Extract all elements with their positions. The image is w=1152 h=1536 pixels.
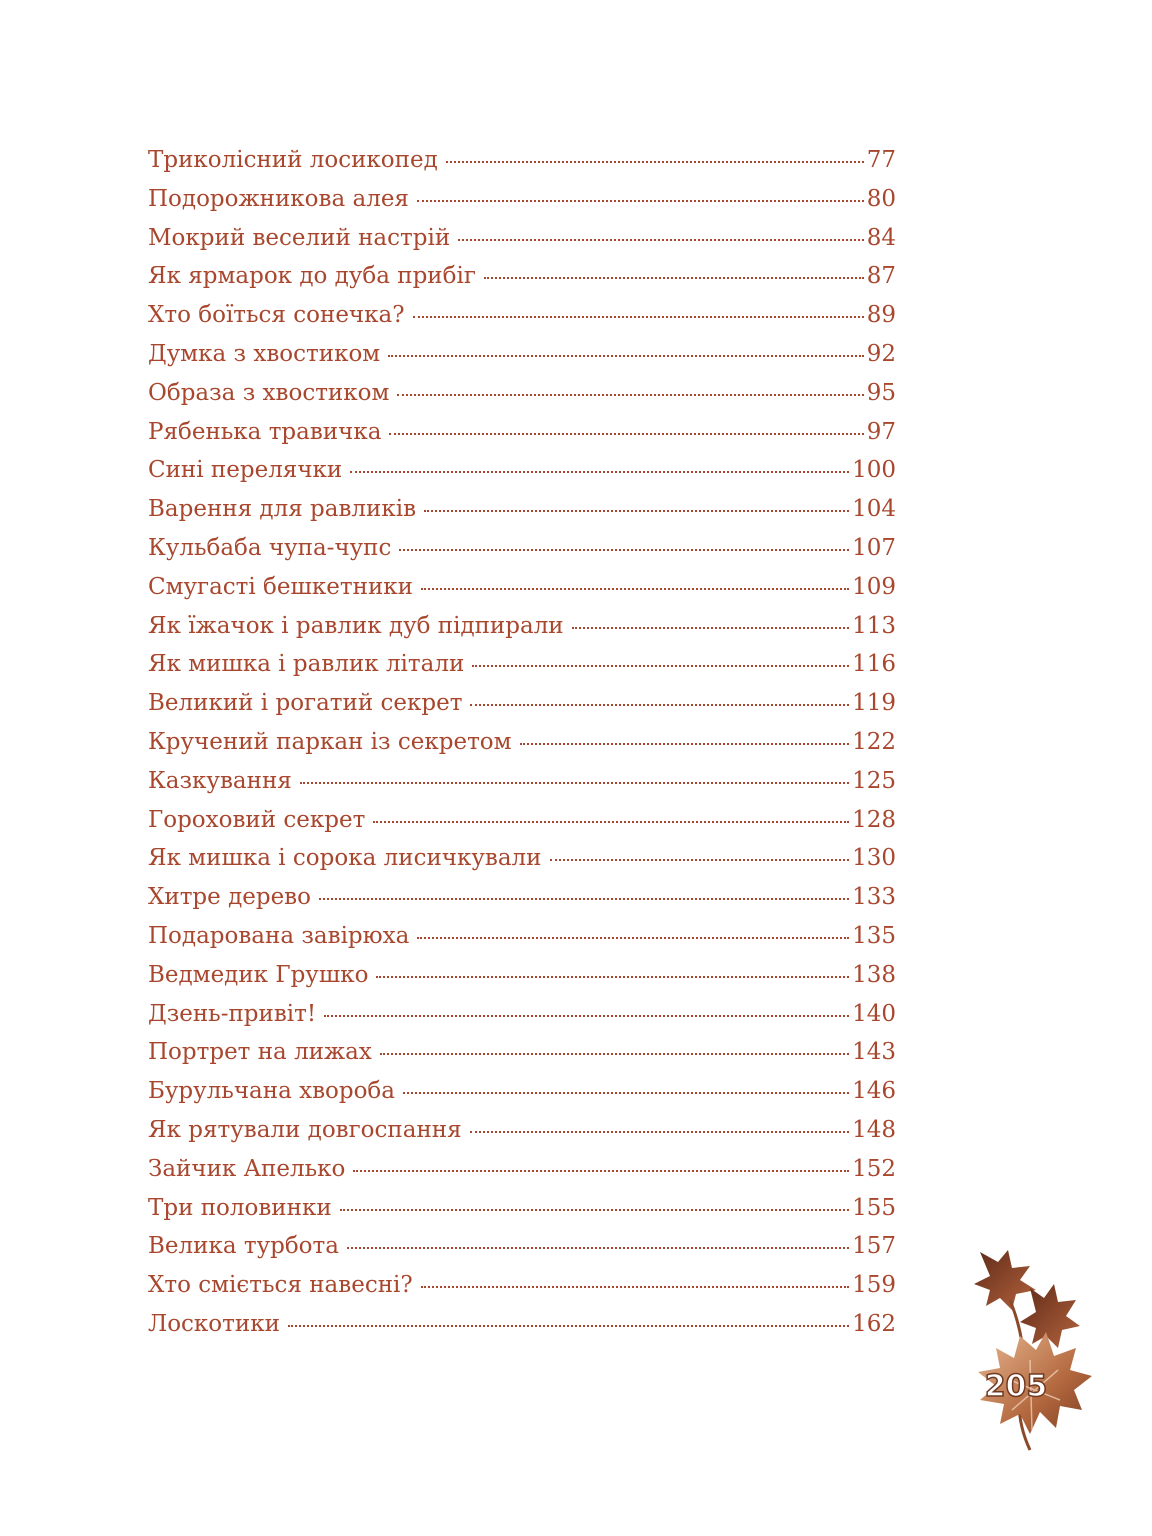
toc-entry-title: Варення для равликів <box>148 496 417 523</box>
toc-entry-title: Думка з хвостиком <box>148 340 381 367</box>
toc-dot-leader <box>288 1325 849 1327</box>
toc-dot-leader <box>572 627 849 629</box>
toc-entry <box>148 723 896 762</box>
toc-entry-page: 148 <box>852 1116 896 1143</box>
toc-entry-page: 152 <box>852 1155 896 1182</box>
toc-entry <box>148 257 896 296</box>
toc-entry-page: 135 <box>852 922 896 949</box>
toc-dot-leader <box>397 394 863 396</box>
toc-entry-title: Портрет на лижах <box>148 1039 372 1066</box>
toc-entry <box>148 219 896 258</box>
toc-entry-page: 107 <box>852 534 896 561</box>
toc-dot-leader <box>458 239 864 241</box>
toc-entry <box>148 878 896 917</box>
toc-entry <box>148 413 896 452</box>
toc-entry-page: 95 <box>866 379 896 406</box>
toc-entry-title: Кульбаба чупа-чупс <box>148 534 392 561</box>
toc-entry-title: Зайчик Апелько <box>148 1155 346 1182</box>
toc-entry <box>148 529 896 568</box>
toc-entry-title: Мокрий веселий настрій <box>148 224 451 251</box>
toc-dot-leader <box>399 549 849 551</box>
toc-entry <box>148 374 896 413</box>
toc-dot-leader <box>373 821 849 823</box>
toc-entry-title: Рябенька травичка <box>148 418 382 445</box>
toc-dot-leader <box>389 433 863 435</box>
toc-entry-page: 128 <box>852 806 896 833</box>
toc-entry <box>148 296 896 335</box>
page-number: 205 <box>984 1369 1048 1404</box>
toc-dot-leader <box>413 316 864 318</box>
toc-dot-leader <box>340 1209 849 1211</box>
toc-dot-leader <box>520 743 850 745</box>
toc-entry <box>148 1189 896 1228</box>
toc-dot-leader <box>421 1286 849 1288</box>
toc-entry-page: 125 <box>852 767 896 794</box>
toc-entry-page: 130 <box>852 845 896 872</box>
toc-dot-leader <box>300 782 849 784</box>
toc-entry-page: 87 <box>866 263 896 290</box>
toc-entry-title: Подарована завірюха <box>148 922 410 949</box>
table-of-contents <box>148 141 896 1344</box>
toc-entry-title: Великий і рогатий секрет <box>148 690 463 717</box>
toc-entry <box>148 645 896 684</box>
toc-dot-leader <box>421 588 849 590</box>
toc-entry <box>148 762 896 801</box>
toc-entry-page: 116 <box>852 651 896 678</box>
toc-entry <box>148 995 896 1034</box>
toc-entry <box>148 141 896 180</box>
toc-entry-title: Подорожникова алея <box>148 185 409 212</box>
toc-entry-title: Три половинки <box>148 1194 332 1221</box>
toc-entry <box>148 956 896 995</box>
toc-dot-leader <box>376 976 849 978</box>
toc-entry <box>148 335 896 374</box>
toc-entry <box>148 1227 896 1266</box>
toc-dot-leader <box>550 859 850 861</box>
toc-entry-page: 122 <box>852 728 896 755</box>
toc-entry <box>148 1033 896 1072</box>
toc-entry-page: 97 <box>866 418 896 445</box>
toc-entry <box>148 1305 896 1344</box>
toc-entry-page: 100 <box>852 457 896 484</box>
toc-entry-title: Кручений паркан із секретом <box>148 728 512 755</box>
toc-dot-leader <box>353 1170 849 1172</box>
toc-entry-title: Як мишка і равлик літали <box>148 651 465 678</box>
toc-entry-page: 84 <box>866 224 896 251</box>
toc-dot-leader <box>472 665 849 667</box>
toc-entry-title: Образа з хвостиком <box>148 379 390 406</box>
toc-entry <box>148 490 896 529</box>
toc-entry <box>148 451 896 490</box>
toc-dot-leader <box>380 1053 849 1055</box>
toc-entry-page: 138 <box>852 961 896 988</box>
toc-entry-page: 119 <box>852 690 896 717</box>
toc-entry-title: Бурульчана хвороба <box>148 1078 395 1105</box>
toc-dot-leader <box>319 898 849 900</box>
toc-dot-leader <box>424 510 849 512</box>
toc-entry <box>148 1072 896 1111</box>
toc-entry-page: 146 <box>852 1078 896 1105</box>
toc-entry <box>148 801 896 840</box>
toc-entry <box>148 684 896 723</box>
leaf-top-icon <box>974 1250 1036 1310</box>
toc-entry-title: Хто сміється навесні? <box>148 1272 413 1299</box>
toc-entry-page: 133 <box>852 884 896 911</box>
toc-entry-page: 109 <box>852 573 896 600</box>
toc-entry-title: Казкування <box>148 767 292 794</box>
toc-entry-title: Як мишка і сорока лисичкували <box>148 845 542 872</box>
toc-entry-page: 143 <box>852 1039 896 1066</box>
toc-dot-leader <box>324 1015 849 1017</box>
toc-entry-title: Дзень-привіт! <box>148 1000 317 1027</box>
toc-entry <box>148 839 896 878</box>
toc-entry <box>148 180 896 219</box>
toc-entry-title: Хитре дерево <box>148 884 311 911</box>
autumn-leaves-decoration <box>950 1240 1100 1470</box>
toc-entry-title: Лоскотики <box>148 1310 280 1337</box>
toc-entry-page: 155 <box>852 1194 896 1221</box>
toc-entry-title: Гороховий секрет <box>148 806 366 833</box>
toc-entry <box>148 568 896 607</box>
toc-entry-page: 80 <box>866 185 896 212</box>
toc-entry-page: 113 <box>852 612 896 639</box>
toc-entry-page: 162 <box>852 1310 896 1337</box>
toc-entry-title: Хто боїться сонечка? <box>148 302 405 329</box>
toc-entry <box>148 607 896 646</box>
toc-entry-title: Велика турбота <box>148 1233 339 1260</box>
toc-entry-page: 159 <box>852 1272 896 1299</box>
toc-entry <box>148 1150 896 1189</box>
toc-dot-leader <box>403 1092 849 1094</box>
toc-entry <box>148 917 896 956</box>
toc-entry-title: Сині перелячки <box>148 457 343 484</box>
toc-dot-leader <box>470 704 849 706</box>
toc-entry <box>148 1266 896 1305</box>
toc-entry-title: Триколісний лосикопед <box>148 147 438 173</box>
toc-entry-page: 140 <box>852 1000 896 1027</box>
toc-dot-leader <box>350 471 849 473</box>
toc-entry-page: 89 <box>866 302 896 329</box>
toc-entry-title: Смугасті бешкетники <box>148 573 413 600</box>
leaf-middle-icon <box>1020 1284 1080 1348</box>
toc-entry-title: Ведмедик Грушко <box>148 961 369 988</box>
toc-entry-page: 157 <box>852 1233 896 1260</box>
toc-entry-page: 104 <box>852 496 896 523</box>
toc-entry-title: Як ярмарок до дуба прибіг <box>148 263 476 290</box>
toc-entry <box>148 1111 896 1150</box>
toc-dot-leader <box>470 1131 849 1133</box>
toc-dot-leader <box>484 277 864 279</box>
toc-dot-leader <box>417 200 864 202</box>
toc-dot-leader <box>347 1247 849 1249</box>
toc-entry-title: Як їжачок і равлик дуб підпирали <box>148 612 564 639</box>
toc-entry-title: Як рятували довгоспання <box>148 1116 462 1143</box>
toc-dot-leader <box>388 355 864 357</box>
toc-dot-leader <box>446 161 864 163</box>
toc-entry-page: 92 <box>866 340 896 367</box>
toc-entry-page: 77 <box>866 147 896 173</box>
toc-dot-leader <box>417 937 849 939</box>
